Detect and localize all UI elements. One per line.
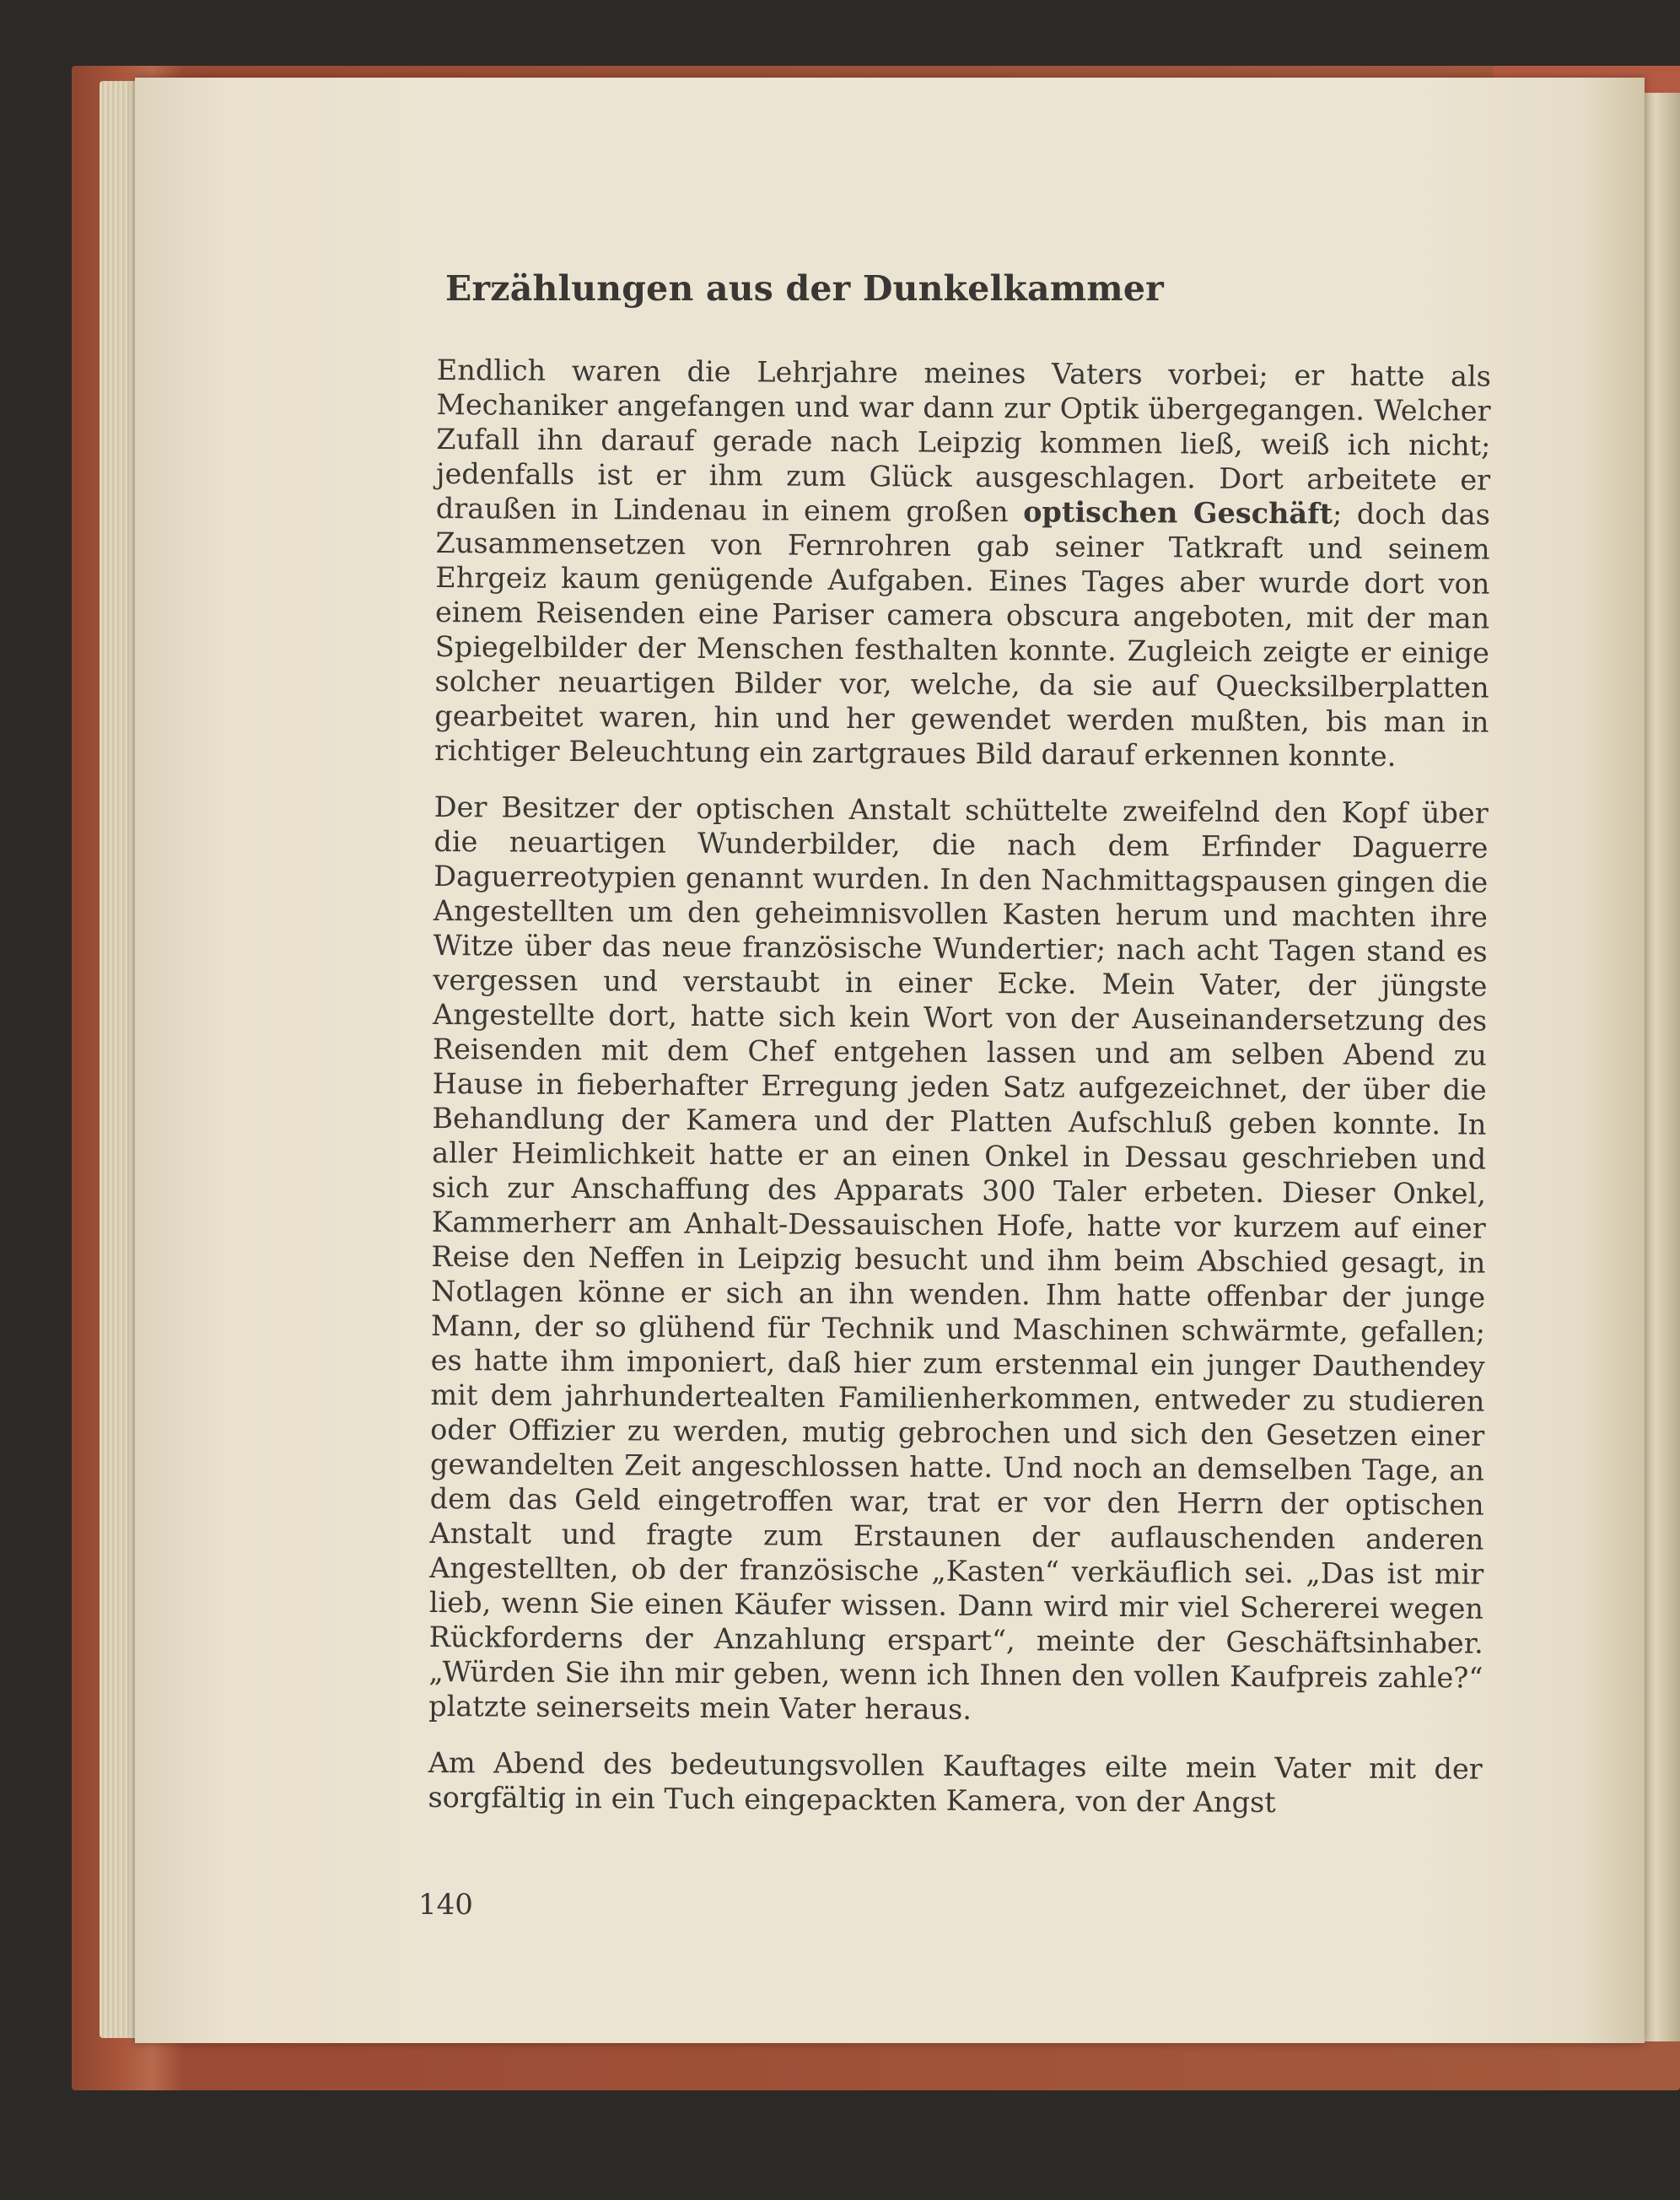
- paragraph-1: [434, 353, 1491, 774]
- body-text: [428, 353, 1491, 1843]
- paragraph-1-text-a: Endlich waren die Lehrjahre meines Vaters vorbei; er hatte als Mechaniker angefangen und war dann zur Optik übergegangen. Welcher Zufall ihn darauf gerade nach Leipzig kommen ließ, weiß ich nicht; jedenfalls ist er ihm zum Glück ausgeschlagen. Dort arbeitete er draußen in Lindenau in einem großen: [435, 353, 1491, 529]
- facing-page-edge: [1640, 93, 1680, 2041]
- paragraph-2: Der Besitzer der optischen Anstalt schüttelte zweifelnd den Kopf über die neuartigen Wunderbilder, die nach dem Erfinder Daguerre Daguerreotypien genannt wurden. In den Nachmittagspausen gingen die Angestellten um den geheimnisvollen Kasten herum und machten ihre Witze über das neue französische Wundertier; nach acht Tagen stand es vergessen und verstaubt in einer Ecke. Mein Vater, der jüngste Angestellte dort, hatte sich kein Wort von der Auseinandersetzung des Reisenden mit dem Chef entgehen lassen und am selben Abend zu Hause in fieberhafter Erregung jeden Satz aufgezeichnet, der über die Behandlung der Kamera und der Platten Aufschluß geben konnte. In aller Heimlichkeit hatte er an einen Onkel in Dessau geschrieben und sich zur Anschaffung des Apparats 300 Taler erbeten. Dieser Onkel, Kammerherr am Anhalt-Dessauischen Hofe, hatte vor kurzem auf einer Reise den Neffen in Leipzig besucht und ihm beim Abschied gesagt, in Notlagen könne er sich an ihn wenden. Ihm hatte offenbar der junge Mann, der so glühend für Technik und Maschinen schwärmte, gefallen; es hatte ihm imponiert, daß hier zum erstenmal ein junger Dauthendey mit dem jahrhundertealten Familienherkommen, entweder zu studieren oder Offizier zu werden, mutig gebrochen und sich den Gesetzen einer gewandelten Zeit angeschlossen hatte. Und noch an demselben Tage, an dem das Geld eingetroffen war, trat er vor den Herrn der optischen Anstalt und fragte zum Erstaunen der auflauschenden anderen Angestellten, ob der französische „Kasten“ verkäuflich sei. „Das ist mir lieb, wenn Sie einen Käufer wissen. Dann wird mir viel Schererei wegen Rückforderns der Anzahlung erspart“, meinte der Geschäftsinhaber. „Würden Sie ihn mir geben, wenn ich Ihnen den vollen Kaufpreis zahle?“ platzte seinerseits mein Vater heraus.: [428, 790, 1489, 1726]
- paragraph-1-text-b: ; doch das Zusammensetzen von Fernrohren gab seiner Tatkraft und seinem Ehrgeiz kaum genügende Aufgaben. Eines Tages aber wurde dort von einem Reisenden eine Pariser camera obscura angeboten, mit der man Spiegelbilder der Menschen festhalten konnte. Zugleich zeigte er einige solcher neuartigen Bilder vor, welche, da sie auf Quecksilberplatten gearbeitet waren, hin und her gewendet werden mußten, bis man in richtiger Beleuchtung ein zartgraues Bild darauf erkennen konnte.: [434, 497, 1490, 773]
- page-number: 140: [418, 1888, 473, 1922]
- paragraph-3: Am Abend des bedeutungsvollen Kauftages eilte mein Vater mit der sorgfältig in ein Tuch eingepackten Kamera, von der Angst: [428, 1745, 1483, 1820]
- chapter-heading: Erzählungen aus der Dunkelkammer: [445, 268, 1164, 309]
- paragraph-1-bold: optischen Geschäft: [1023, 495, 1333, 531]
